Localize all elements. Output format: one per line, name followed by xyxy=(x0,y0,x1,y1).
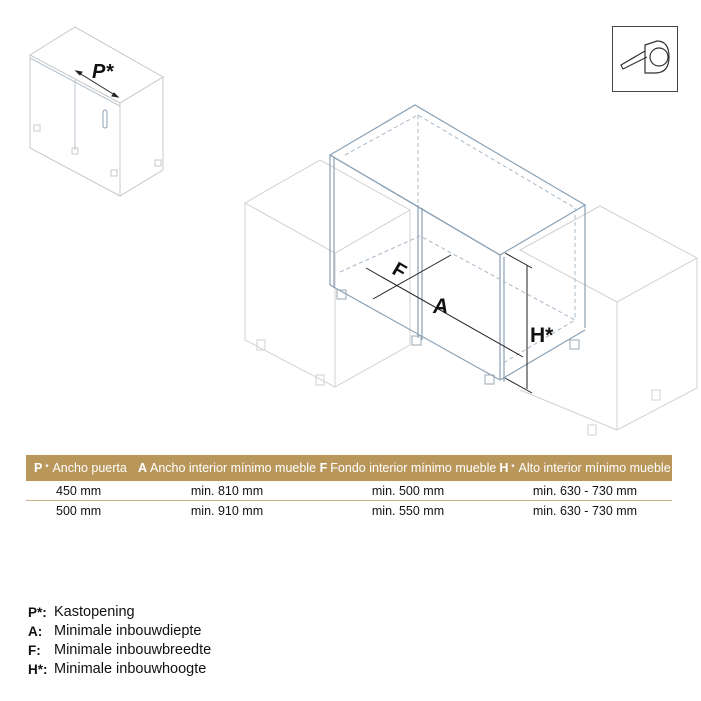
table-row xyxy=(26,481,672,500)
legend xyxy=(28,603,211,679)
cell: min. 550 mm xyxy=(371,503,445,518)
label-p: P* xyxy=(92,61,114,83)
cell: min. 810 mm xyxy=(190,483,264,498)
legend-item: A: Minimale inbouwdiepte xyxy=(28,623,202,639)
cell: 450 mm xyxy=(56,483,102,498)
table-header xyxy=(26,455,672,481)
legend-item: H*: Minimale inbouwhoogte xyxy=(28,661,207,677)
spec-table xyxy=(26,455,672,520)
table-row xyxy=(26,500,672,520)
label-h: H* xyxy=(530,324,554,347)
label-f: F xyxy=(388,258,410,284)
cell: min. 910 mm xyxy=(190,503,264,518)
label-a: A xyxy=(433,295,449,318)
header-p: P * Ancho puerta xyxy=(34,461,127,475)
tape-measure-icon xyxy=(612,26,678,92)
header-f: F Fondo interior mínimo mueble xyxy=(319,461,497,475)
header-a: A Ancho interior mínimo mueble xyxy=(137,461,317,475)
cell: min. 500 mm xyxy=(371,483,445,498)
legend-item: F: Minimale inbouwbreedte xyxy=(28,642,212,658)
cell: min. 630 - 730 mm xyxy=(532,483,638,498)
cell: 500 mm xyxy=(56,503,102,518)
header-h: H * Alto interior mínimo mueble xyxy=(499,461,671,475)
cell: min. 630 - 730 mm xyxy=(532,503,638,518)
legend-item: P*: Kastopening xyxy=(28,604,135,620)
